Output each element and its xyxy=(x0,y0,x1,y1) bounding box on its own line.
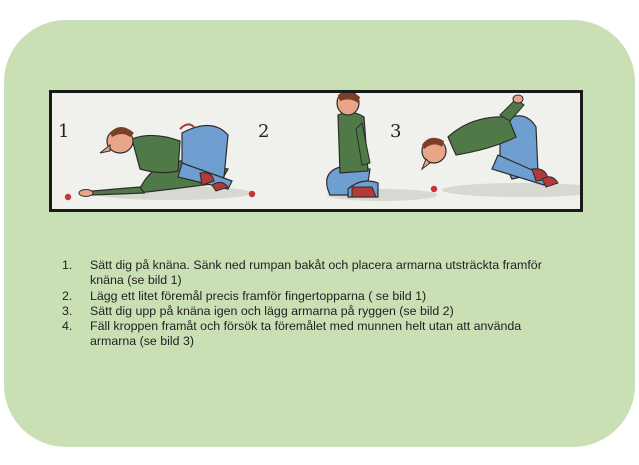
small-object xyxy=(249,191,255,197)
small-object xyxy=(431,186,437,192)
step-text: Sätt dig på knäna. Sänk ned rumpan bakåt och placera armarna utsträckta framför knäna (se bild 1) xyxy=(90,258,542,288)
step-number: 4. xyxy=(62,319,73,334)
figure-leaning-forward xyxy=(422,95,558,187)
list-item xyxy=(62,304,560,319)
step-text: Sätt dig upp på knäna igen och lägg armarna på ryggen (se bild 2) xyxy=(90,303,454,318)
panel-number-1: 1 xyxy=(58,121,70,142)
exercise-illustration xyxy=(49,90,583,212)
panel-number-2: 2 xyxy=(258,121,270,142)
step-number: 3. xyxy=(62,303,73,318)
list-item xyxy=(62,289,560,304)
step-number: 2. xyxy=(62,288,73,303)
list-item xyxy=(62,258,560,289)
list-item xyxy=(62,319,560,350)
step-text: Fäll kroppen framåt och försök ta föremålet med munnen helt utan att använda armarna (se bild 3) xyxy=(90,319,522,349)
instruction-card xyxy=(4,20,635,447)
step-number: 1. xyxy=(62,258,73,272)
step-text: Lägg ett litet föremål precis framför fingertopparna ( se bild 1) xyxy=(90,288,427,303)
floor-shadow xyxy=(442,183,580,197)
small-object xyxy=(65,194,71,200)
figure-upright-kneeling xyxy=(327,93,378,197)
instruction-list xyxy=(62,258,560,350)
panel-number-3: 3 xyxy=(390,121,402,142)
figure-kneeling-arms-forward xyxy=(79,124,232,196)
